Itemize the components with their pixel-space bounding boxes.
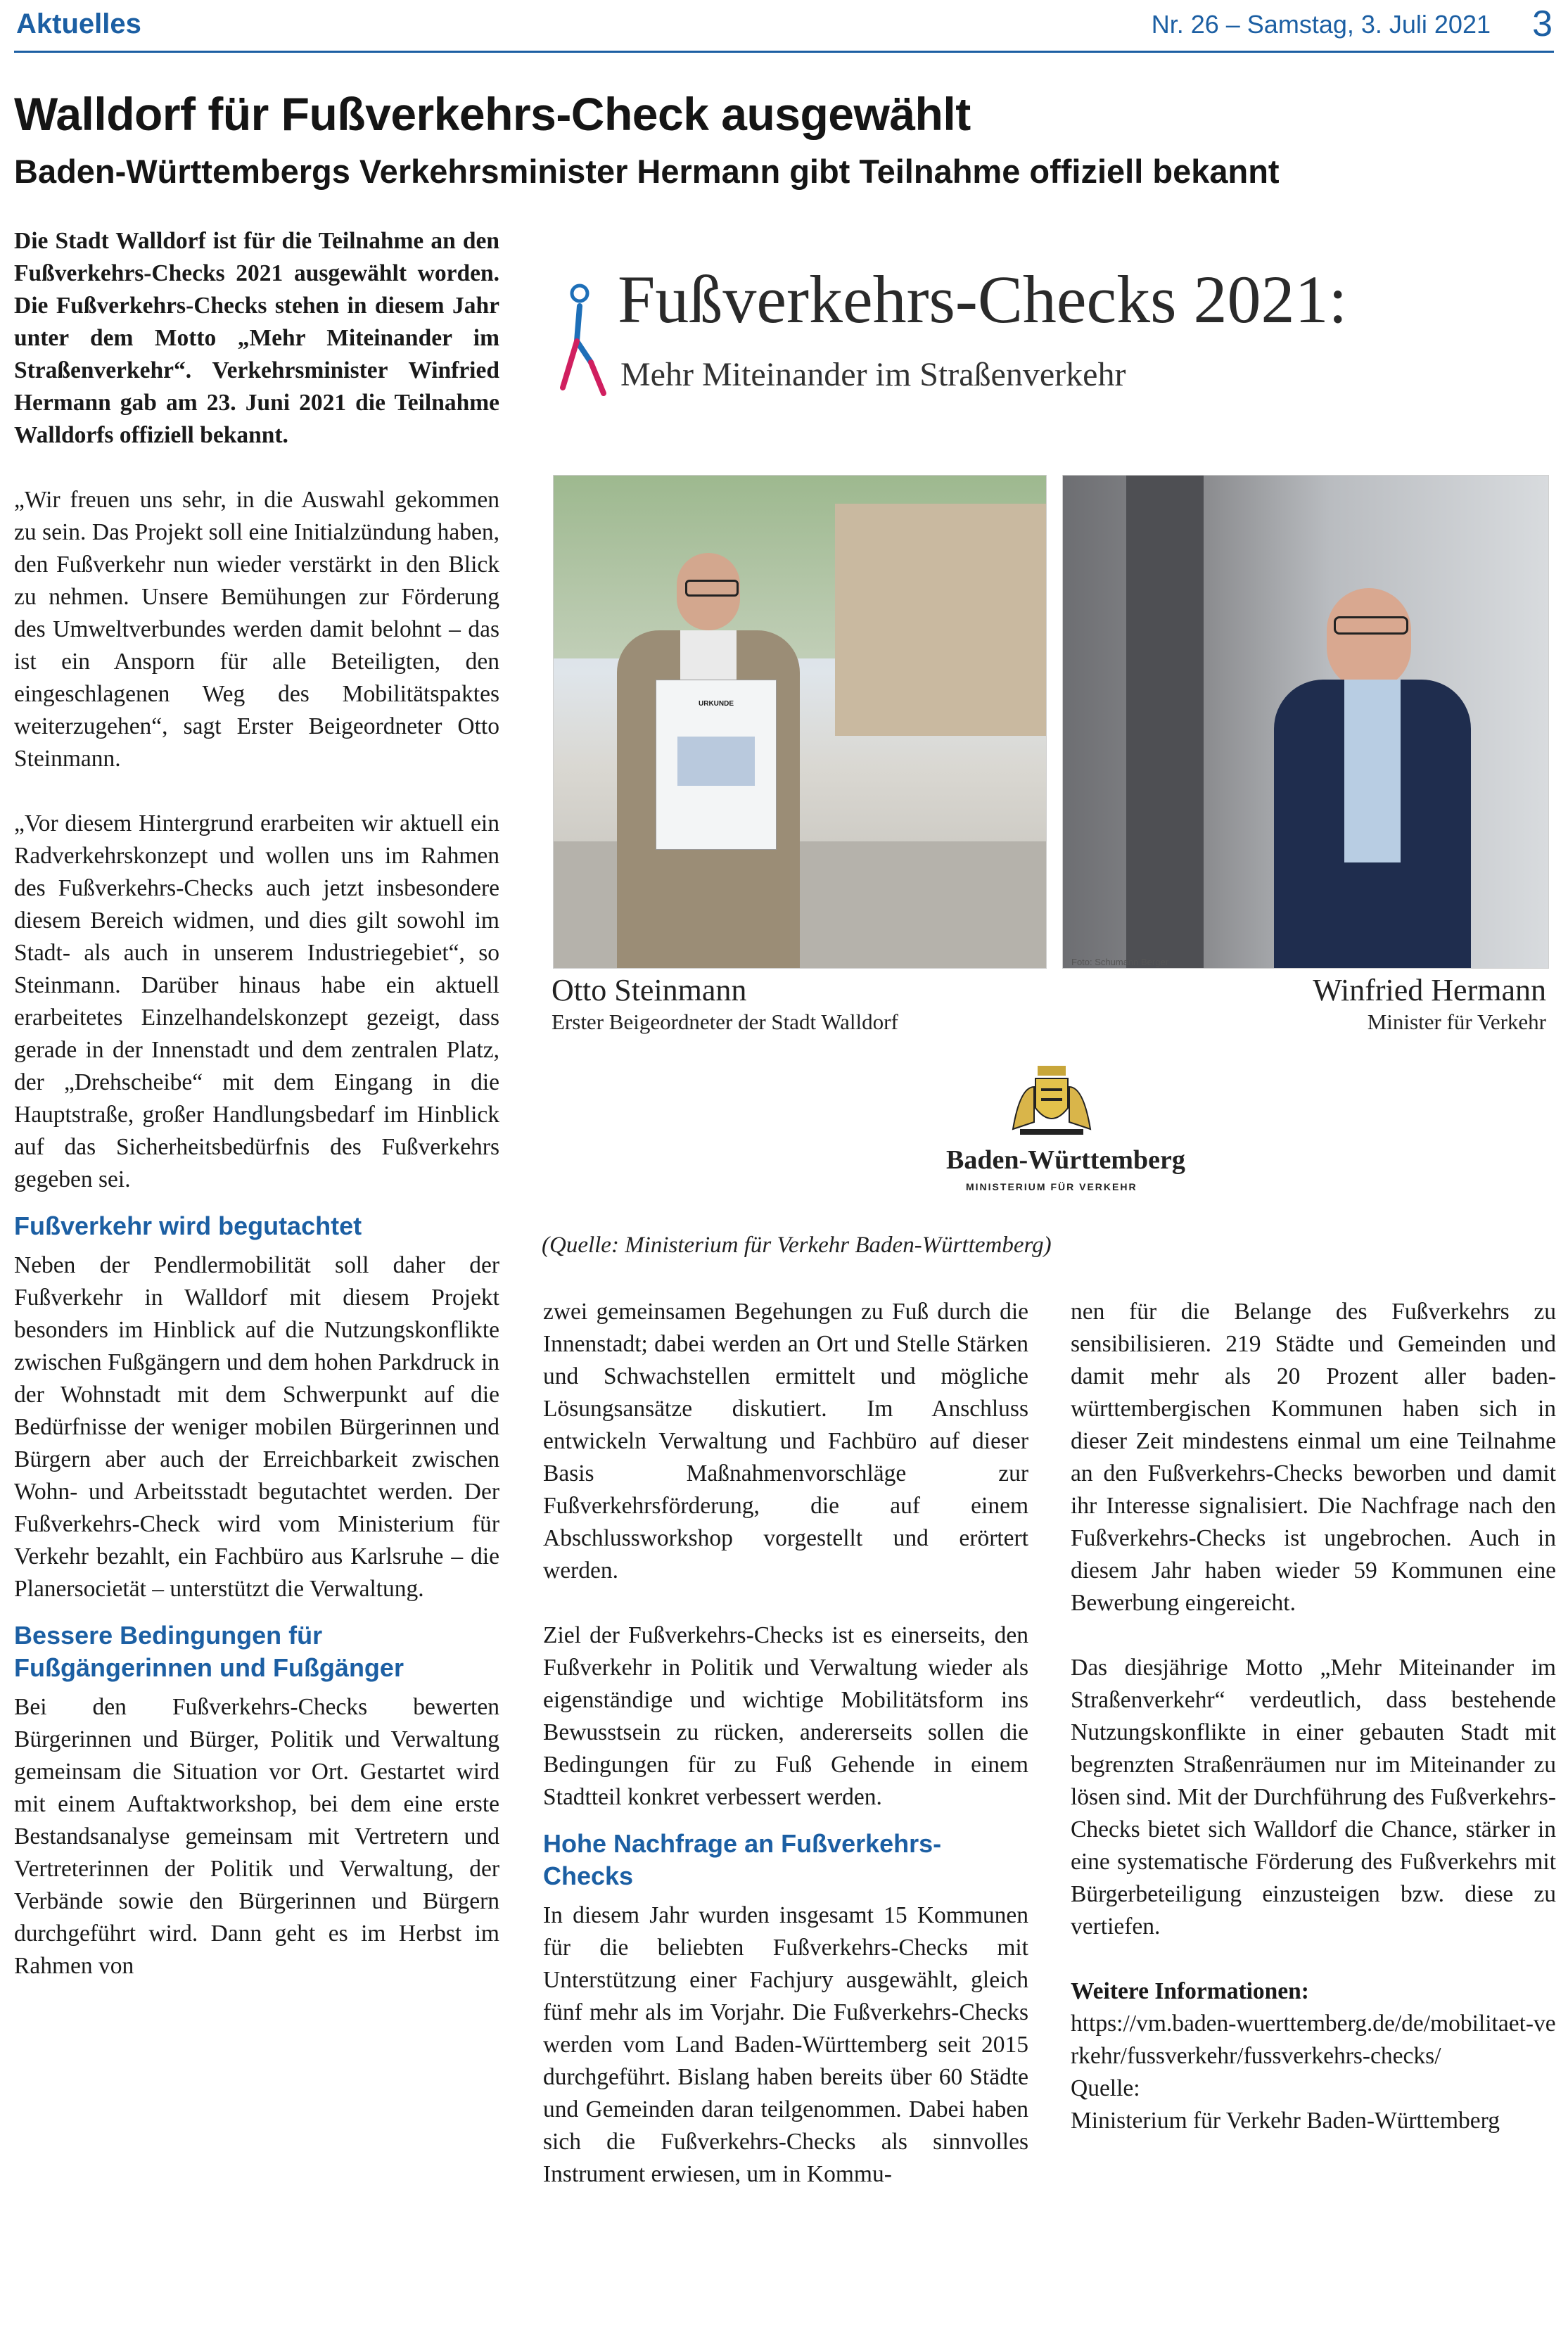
section-heading: Hohe Nachfrage an Fußverkehrs-Checks — [543, 1829, 942, 1890]
pedestrian-icon — [556, 284, 612, 403]
article-subtitle: Baden-Württembergs Verkehrsminister Hermann gibt Teilnahme offiziell bekannt — [14, 153, 1280, 190]
info-link[interactable]: https://vm.baden-wuerttemberg.de/de/mobilitaet-verkehr/fussverkehr/fussverkehrs-checks/ — [1071, 2011, 1556, 2069]
certificate: URKUNDE — [656, 680, 777, 850]
article-paragraph: nen für die Belange des Fußverkehrs zu sensibilisieren. 219 Städte und Gemeinden und damit mehr als 20 Prozent aller baden-württembergischen Kommunen haben sich in dieser Zeit mindestens einmal um eine Teilnahme an den Fußverkehrs-Checks beworben und damit ihr Interesse signalisiert. Die Nachfrage nach den Fußverkehrs-Checks ist ungebrochen. Auch in diesem Jahr haben wieder 59 Kommunen eine Bewerbung eingereicht. — [1071, 1299, 1556, 1616]
photo-otto-steinmann — [553, 475, 1047, 969]
article-paragraph: Neben der Pendlermobilität soll daher der Fußverkehr in Walldorf mit diesem Projekt besonders im Hinblick auf die Nutzungskonflikte zwischen Fußgängern und dem hohen Parkdruck in der Wohnstadt mit dem Schwerpunkt auf die Bedürfnisse der weniger mobilen Bürgerinnen und Bürgern aber auch der Erreichbarkeit zwischen Wohn- und Arbeitsstadt begutachtet werden. Der Fußverkehrs-Check wird vom Ministerium für Verkehr bezahlt, ein Fachbüro aus Karlsruhe – die Planersocietät – unterstützt die Verwaltung. — [14, 1252, 499, 1602]
article-column-2 — [543, 1296, 1028, 2191]
graphic-subtitle: Mehr Miteinander im Straßenverkehr — [620, 356, 1126, 393]
info-source-label: Quelle: — [1071, 2075, 1140, 2101]
photo-winfried-hermann — [1062, 475, 1549, 969]
graphic-title: Fußverkehrs-Checks 2021: — [618, 262, 1348, 337]
header-divider — [14, 51, 1554, 53]
article-paragraph: zwei gemeinsamen Begehungen zu Fuß durch die Innenstadt; dabei werden an Ort und Stelle Stärken und Schwachstellen ermittelt und mögliche Lösungsansätze diskutiert. Im Anschluss entwickeln Verwaltung und Fachbüro auf dieser Basis Maßnahmenvorschläge zur Fußverkehrsförderung, die auf einem Abschlussworkshop vorgestellt und erörtert werden. — [543, 1299, 1028, 1584]
article-column-3 — [1071, 1296, 1556, 2137]
article-paragraph: Ziel der Fußverkehrs-Checks ist es einerseits, den Fußverkehr in Politik und Verwaltung wieder als eigenständige und wichtige Mobilitätsform ins Bewusstsein zu rücken, andererseits sollen die Bedingungen für zu Fuß Gehende in einem Stadtteil konkret verbessert werden. — [543, 1622, 1028, 1810]
article-column-1 — [14, 225, 499, 1982]
coat-of-arms-icon — [1006, 1059, 1097, 1143]
graphic-source-caption: (Quelle: Ministerium für Verkehr Baden-Württemberg) — [542, 1233, 1052, 1258]
caption-name-left: Otto Steinmann — [552, 973, 747, 1007]
section-heading: Bessere Bedingungen für Fußgängerinnen und Fußgänger — [14, 1621, 404, 1682]
article-paragraph: Bei den Fußverkehrs-Checks bewerten Bürgerinnen und Bürger, Politik und Verwaltung gemeinsam die Situation vor Ort. Gestartet wird mit einem Auftaktworkshop, bei dem eine erste Bestandsanalyse gemeinsam mit Vertretern und Vertreterinnen der Politik und Verwaltung, der Verbände sowie den Bürgerinnen und Bürgern durchgeführt wird. Dann geht es im Herbst im Rahmen von — [14, 1694, 499, 1979]
article-title: Walldorf für Fußverkehrs-Check ausgewählt — [14, 88, 971, 140]
page-number: 3 — [1532, 4, 1553, 44]
caption-name-right: Winfried Hermann — [1313, 973, 1546, 1007]
article-paragraph: Das diesjährige Motto „Mehr Miteinander im Straßenverkehr“ verdeutlich, dass bestehende Nutzungskonflikte in einer gebauten Stadt mit begrenzten Straßenräumen nur im Miteinander zu lösen sind. Mit der Durchführung des Fußverkehrs-Checks bietet sich Walldorf die Chance, stärker in eine systematische Förderung des Fußverkehrs mit Bürgerbeteiligung einzusteigen bzw. diese zu vertiefen. — [1071, 1655, 1556, 1940]
article-paragraph: „Vor diesem Hintergrund erarbeiten wir aktuell ein Radverkehrskonzept und wollen uns im Rahmen des Fußverkehrs-Checks auch jetzt insbesondere diesem Bereich widmen, und dies gilt sowohl im Stadt- als auch in unserem Industriegebiet“, so Steinmann. Darüber hinaus habe ein aktuell erarbeitetes Einzelhandelskonzept gezeigt, dass gerade in der Innenstadt und dem zentralen Platz, der „Drehscheibe“ mit dem Eingang in die Hauptstraße, großer Handlungsbedarf im Hinblick auf das Sicherheitsbedürfnis des Fußverkehrs gegeben sei. — [14, 810, 499, 1192]
info-heading: Weitere Informationen: — [1071, 1978, 1309, 2004]
caption-role-right: Minister für Verkehr — [1367, 1010, 1546, 1034]
ministry-logo-text: Baden-Württemberg — [946, 1145, 1185, 1175]
caption-role-left: Erster Beigeordneter der Stadt Walldorf — [552, 1010, 898, 1034]
section-label: Aktuelles — [16, 8, 141, 39]
issue-date: Nr. 26 – Samstag, 3. Juli 2021 — [1151, 10, 1491, 39]
info-source: Ministerium für Verkehr Baden-Württemberg — [1071, 2108, 1500, 2134]
section-heading: Fußverkehr wird begutachtet — [14, 1211, 362, 1240]
campaign-graphic — [542, 243, 1555, 1242]
photo-credit: Foto: Schumann Berger — [1071, 957, 1169, 967]
article-lead: Die Stadt Walldorf ist für die Teilnahme an den Fußverkehrs-Checks 2021 ausgewählt worden. Die Fußverkehrs-Checks stehen in diesem Jahr unter dem Motto „Mehr Miteinander im Straßenverkehr“. Verkehrsminister Winfried Hermann gab am 23. Juni 2021 die Teilnahme Walldorfs offiziell bekannt. — [14, 228, 499, 448]
article-paragraph: „Wir freuen uns sehr, in die Auswahl gekommen zu sein. Das Projekt soll eine Initialzündung haben, den Fußverkehr nun wieder verstärkt in den Blick zu nehmen. Unsere Bemühungen zur Förderung des Umweltverbundes werden damit belohnt – das ist ein Ansporn für alle Beteiligten, den eingeschlagenen Weg des Mobilitätspaktes weiterzugehen“, sagt Erster Beigeordneter Otto Steinmann. — [14, 487, 499, 772]
article-paragraph: In diesem Jahr wurden insgesamt 15 Kommunen für die beliebten Fußverkehrs-Checks mit Unterstützung einer Fachjury ausgewählt, gleich fünf mehr als im Vorjahr. Die Fußverkehrs-Checks werden vom Land Baden-Württemberg seit 2015 durchgeführt. Bislang haben bereits über 60 Städte und Gemeinden daran teilgenommen. Dabei haben sich die Fußverkehrs-Checks als sinnvolles Instrument erwiesen, um in Kommu- — [543, 1902, 1028, 2187]
ministry-logo-subtext: MINISTERIUM FÜR VERKEHR — [966, 1181, 1137, 1192]
